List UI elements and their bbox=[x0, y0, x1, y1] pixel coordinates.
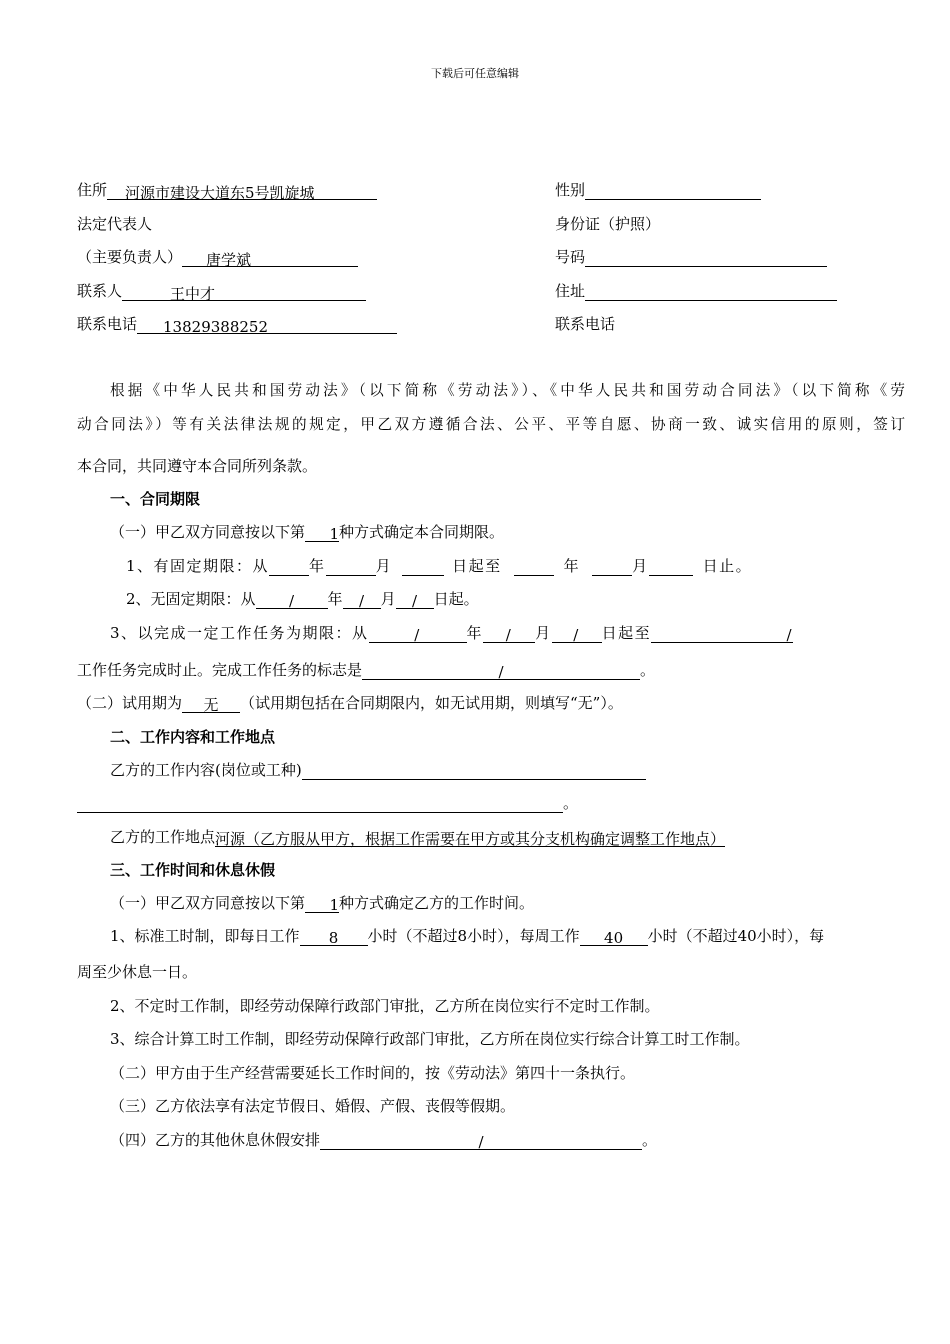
blank bbox=[402, 558, 444, 576]
sec3-p1-text-a: （一）甲乙双方同意按以下第 bbox=[110, 894, 306, 912]
partyB-address bbox=[555, 281, 837, 301]
period: 。 bbox=[640, 661, 656, 679]
sec3-p4 bbox=[110, 1130, 657, 1150]
partyA-address bbox=[77, 180, 377, 200]
sec3-item3: 3、综合计算工时工作制，即经劳动保障行政部门审批，乙方所在岗位实行综合计算工时工作制。 bbox=[110, 1030, 750, 1048]
sec3-std-cont: 周至少休息一日。 bbox=[77, 963, 198, 981]
month-label: 月 bbox=[375, 557, 393, 575]
partyA-principal bbox=[77, 247, 358, 267]
content-blank-2 bbox=[77, 795, 563, 813]
sec2-content-cont bbox=[77, 793, 578, 813]
sec1-p1 bbox=[110, 522, 504, 542]
sec1-p2 bbox=[77, 693, 623, 713]
sec3-p3: （三）乙方依法享有法定节假日、婚假、产假、丧假等假期。 bbox=[110, 1097, 516, 1115]
address-label: 住所 bbox=[77, 181, 108, 199]
blank bbox=[326, 558, 376, 576]
day-from-label: 日起至 bbox=[452, 557, 502, 575]
sec2-location bbox=[110, 827, 725, 847]
partyB-id-no bbox=[555, 247, 827, 267]
period: 。 bbox=[563, 794, 579, 812]
probation-value: 无 bbox=[182, 695, 240, 713]
sec1-item3-cont bbox=[77, 660, 655, 680]
gender-label: 性别 bbox=[555, 181, 586, 199]
sec1-title: 一、合同期限 bbox=[110, 490, 201, 508]
year-label: 年 bbox=[327, 590, 343, 608]
phone-value: 13829388252 bbox=[137, 317, 397, 334]
year-label: 年 bbox=[563, 557, 581, 575]
contact-value: 王中才 bbox=[122, 284, 366, 301]
partyB-address-label: 住址 bbox=[555, 282, 586, 300]
gender-blank bbox=[585, 182, 761, 200]
principal-value: 唐学斌 bbox=[182, 250, 358, 267]
intro-line1: 根据《中华人民共和国劳动法》（以下简称《劳动法》）、《中华人民共和国劳动合同法》（以下简称《劳 bbox=[110, 382, 905, 399]
slash: / bbox=[396, 591, 434, 609]
location-label: 乙方的工作地点 bbox=[110, 828, 216, 846]
intro-line2: 动合同法》）等有关法律法规的规定，甲乙双方遵循合法、公平、平等自愿、协商一致、诚实信用的原则，签订 bbox=[77, 416, 905, 433]
partyA-phone bbox=[77, 314, 397, 334]
id-label: 身份证（护照） bbox=[555, 215, 661, 233]
period: 。 bbox=[642, 1131, 658, 1149]
address-value: 河源市建设大道东5号凯旋城 bbox=[107, 183, 377, 200]
day-start-label: 日起。 bbox=[433, 590, 479, 608]
slash: / bbox=[362, 662, 640, 680]
content-label: 乙方的工作内容(岗位或工种) bbox=[110, 761, 302, 779]
month-label: 月 bbox=[535, 624, 552, 642]
partyB-phone-label: 联系电话 bbox=[555, 315, 616, 333]
year-label: 年 bbox=[466, 624, 484, 642]
month-label: 月 bbox=[380, 590, 396, 608]
sec3-p1 bbox=[110, 893, 534, 913]
location-value: 河源（乙方服从甲方，根据工作需要在甲方或其分支机构确定调整工作地点） bbox=[215, 830, 726, 848]
slash: / bbox=[320, 1132, 642, 1150]
sec3-item2: 2、不定时工作制，即经劳动保障行政部门审批，乙方所在岗位实行不定时工作制。 bbox=[110, 997, 660, 1015]
slash: / bbox=[483, 625, 535, 643]
id-no-label: 号码 bbox=[555, 248, 586, 266]
sec2-content bbox=[110, 760, 646, 780]
item3-label: 3、以完成一定工作任务为期限：从 bbox=[110, 624, 369, 642]
item1-label: 1、有固定期限：从 bbox=[126, 557, 270, 575]
id-no-blank bbox=[585, 249, 827, 267]
sec3-title: 三、工作时间和休息休假 bbox=[110, 861, 276, 879]
content-blank bbox=[302, 762, 646, 780]
sec1-item3 bbox=[110, 623, 793, 643]
principal-label: （主要负责人） bbox=[77, 248, 183, 266]
intro-line3: 本合同，共同遵守本合同所列条款。 bbox=[77, 457, 318, 475]
slash: / bbox=[651, 625, 793, 643]
phone-label: 联系电话 bbox=[77, 315, 138, 333]
sec1-item1 bbox=[126, 556, 752, 576]
sec3-p2: （二）甲方由于生产经营需要延长工作时间的，按《劳动法》第四十一条执行。 bbox=[110, 1064, 636, 1082]
sec1-p1-text-a: （一）甲乙双方同意按以下第 bbox=[110, 523, 306, 541]
blank bbox=[269, 558, 309, 576]
blank bbox=[592, 558, 632, 576]
sec1-item2 bbox=[126, 589, 479, 609]
sec2-title: 二、工作内容和工作地点 bbox=[110, 728, 276, 746]
partyA-contact bbox=[77, 281, 366, 301]
blank bbox=[649, 558, 693, 576]
blank bbox=[514, 558, 554, 576]
item3-cont-text: 工作任务完成时止。完成工作任务的标志是 bbox=[77, 661, 363, 679]
month-label: 月 bbox=[632, 557, 649, 575]
std-week-value: 40 bbox=[580, 928, 648, 946]
std-text-c: 小时（不超过40小时），每 bbox=[647, 927, 825, 945]
sec1-p1-value: 1 bbox=[305, 524, 339, 542]
slash: / bbox=[256, 591, 328, 609]
sec3-std bbox=[110, 926, 905, 946]
item2-label: 2、无固定期限：从 bbox=[126, 590, 256, 608]
sec3-p1-value: 1 bbox=[305, 895, 339, 913]
legal-rep-label: 法定代表人 bbox=[77, 215, 153, 233]
year-label: 年 bbox=[309, 557, 326, 575]
header-note: 下载后可任意编辑 bbox=[431, 67, 519, 80]
slash: / bbox=[552, 625, 602, 643]
day-to-label: 日起至 bbox=[601, 624, 652, 642]
sec1-p2-text-a: （二）试用期为 bbox=[77, 694, 183, 712]
slash: / bbox=[343, 591, 381, 609]
std-hours-value: 8 bbox=[300, 928, 368, 946]
partyB-address-blank bbox=[585, 283, 837, 301]
sec3-p1-text-b: 种方式确定乙方的工作时间。 bbox=[339, 894, 535, 912]
std-text-b: 小时（不超过8小时），每周工作 bbox=[367, 927, 580, 945]
sec1-p1-text-b: 种方式确定本合同期限。 bbox=[339, 523, 505, 541]
p4-text: （四）乙方的其他休息休假安排 bbox=[110, 1131, 321, 1149]
std-text-a: 1、标准工时制，即每日工作 bbox=[110, 927, 300, 945]
sec1-p2-text-b: （试用期包括在合同期限内，如无试用期，则填写“无”）。 bbox=[240, 694, 623, 712]
partyB-gender bbox=[555, 180, 761, 200]
day-end-label: 日止。 bbox=[702, 557, 753, 575]
slash: / bbox=[369, 625, 467, 643]
contact-label: 联系人 bbox=[77, 282, 123, 300]
